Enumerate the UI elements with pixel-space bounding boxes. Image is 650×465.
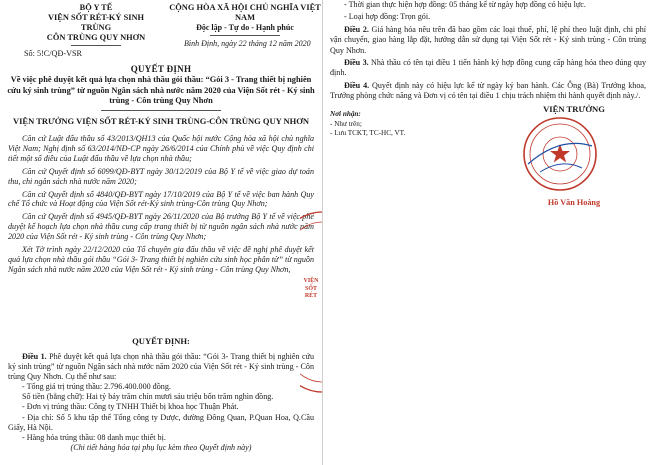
decision-subject: Về việc phê duyệt kết quả lựa chọn nhà thầu gói thầu: “Gói 3 - Trang thiết bị nghiên cứu ký sinh trùng” từ nguồn Ngân sách nhà nước năm 2020 của Viện Sốt rét - Ký sinh trùng - Côn trùng Quy Nhơn: [7, 75, 315, 105]
page-left: [0, 0, 323, 465]
article-1-text: Phê duyệt kết quả lựa chọn nhà thầu gói thầu: “Gói 3- Trang thiết bị nghiên cứu ký sinh trùng” từ nguồn Ngân sách nhà nước năm 2020 của Viện Sốt rét - Ký sinh trùng - Côn trùng Quy Nhơn. Cụ thể như sau:: [8, 352, 315, 382]
signer-name: Hồ Văn Hoàng: [547, 198, 601, 207]
signature-block: [504, 104, 644, 207]
margin-seal-graphic: [300, 208, 322, 396]
article-2-label: Điều 2.: [344, 24, 369, 34]
annex-note: (Chi tiết hàng hóa tại phụ lục kèm theo Quyết định này): [70, 442, 252, 452]
place-date: Bình Định, ngày 22 tháng 12 năm 2020: [184, 39, 311, 48]
basis-paragraph: Căn cứ Luật đấu thầu số 43/2013/QH13 của Quốc hội nước Cộng hòa xã hội chủ nghĩa Việt Nam; Nghị định số 63/2014/NĐ-CP ngày 26/6/2014 của Chính phủ về việc Quy định chi tiết một số điều của Luật đấu thầu về lựa chọn nhà thầu;: [8, 134, 314, 163]
decision-continuation: [330, 0, 646, 104]
article-1-intro: [8, 352, 314, 382]
decides-heading: QUYẾT ĐỊNH:: [132, 336, 190, 346]
article-1-item: - Loại hợp đồng: Trọn gói.: [344, 12, 431, 22]
national-heading: [168, 3, 322, 37]
article-3: [330, 58, 646, 79]
seal-line: SỐT RÉT: [304, 285, 318, 299]
recipients-block: [330, 110, 480, 139]
page-right: [326, 0, 650, 465]
issuing-agency: [36, 3, 156, 47]
article-1-item: - Thời gian thực hiện hợp đồng: 05 tháng kể từ ngày hợp đồng có hiệu lực.: [344, 0, 586, 9]
article-1-item: Số tiền (bằng chữ): Hai tỷ bảy trăm chín mươi sáu triệu bốn trăm nghìn đồng.: [22, 392, 274, 402]
recipient-line: - Như trên;: [330, 119, 362, 128]
basis-paragraph: Căn cứ Quyết định số 4840/QĐ-BYT ngày 17/10/2019 của Bộ Y tế về việc ban hành Quy chế Tổ chức và Hoạt động của Viện Sốt rét-Ký sinh trùng-Côn trùng Quy Nhơn;: [8, 189, 314, 209]
article-4-label: Điều 4.: [344, 80, 370, 90]
decision-title: [6, 64, 316, 112]
article-1-item: - Hàng hóa trúng thầu: 08 danh mục thiết bị.: [22, 432, 166, 442]
margin-seal-text: [300, 278, 322, 301]
national-motto: Độc lập - Tự do - Hạnh phúc: [196, 23, 294, 32]
article-3-text: Nhà thầu có tên tại điều 1 tiến hành ký hợp đồng cung cấp hàng hóa theo đúng quy định.: [330, 58, 646, 78]
article-3-label: Điều 3.: [344, 58, 369, 68]
article-4: [330, 81, 646, 102]
document-number: Số: 5!C/QĐ-VSR: [24, 49, 83, 58]
article-4-text: Quyết định này có hiệu lực kể từ ngày ký ban hành. Các Ông (Bà) Trưởng khoa, Trưởng phòng chức năng và Đơn vị có tên tại điều 1 chịu trách nhiệm thi hành quyết định này./.: [330, 80, 647, 101]
institute-name-line1: VIỆN SỐT RÉT-KÝ SINH TRÙNG: [47, 13, 145, 32]
nation-name: CỘNG HÒA XÃ HỘI CHỦ NGHĨA VIỆT NAM: [169, 3, 321, 22]
article-2: [330, 25, 646, 56]
seal-line: VIỆN: [303, 278, 319, 284]
recipients-label: Nơi nhận:: [330, 110, 361, 118]
motto-underline: [210, 34, 280, 37]
recipient-line: - Lưu TCKT, TC-HC, VT.: [330, 129, 406, 138]
margin-seal-stamp: [300, 208, 322, 396]
document-header: [8, 3, 322, 65]
article-1-item: - Địa chỉ: Số 5 khu tập thể Tổng công ty Dược, đường Đông Quan, P.Quan Hoa, Q.Cầu Giấy, Hà Nội.: [8, 412, 314, 432]
issuing-authority: VIỆN TRƯỞNG VIỆN SỐT RÉT-KÝ SINH TRÙNG-CÔN TRÙNG QUY NHƠN: [12, 116, 310, 126]
article-1-item: - Đơn vị trúng thầu: Công ty TNHH Thiết bị khoa học Thuận Phát.: [22, 402, 239, 412]
basis-paragraph: Căn cứ Quyết định số 4945/QĐ-BYT ngày 26/11/2020 của Bộ trưởng Bộ Y tế về việc phê duyệt kế hoạch lựa chọn nhà thầu cung cấp trang thiết bị từ nguồn ngân sách nhà nước năm 2020 của Viện Sốt rét - Ký sinh trùng - Côn trùng Quy Nhơn;: [8, 212, 314, 242]
signer-title: VIỆN TRƯỞNG: [543, 104, 605, 114]
document-type: QUYẾT ĐỊNH: [130, 64, 192, 74]
article-1-label: Điều 1.: [22, 352, 47, 361]
ministry-name: BỘ Y TẾ: [79, 3, 113, 12]
title-underline: [101, 109, 221, 112]
basis-paragraph: Căn cứ Quyết định số 6099/QĐ-BYT ngày 30/12/2019 của Bộ Y tế về việc giao dự toán thu, chi ngân sách nhà nước năm 2020;: [8, 166, 314, 186]
article-1-item: - Tổng giá trị trúng thầu: 2.796.400.000 đồng.: [22, 382, 171, 392]
basis-paragraph: Xét Tờ trình ngày 22/12/2020 của Tổ chuyên gia đấu thầu về việc đề nghị phê duyệt kết quả lựa chọn nhà thầu gói thầu “Gói 3- Trang thiết bị nghiên cứu sinh học phân tử” từ nguồn Ngân sách nhà nước năm 2020 của Viện Sốt rét - Ký sinh trùng - Côn trùng Quy Nhơn,: [8, 245, 314, 274]
institute-name-line2: CÔN TRÙNG QUY NHƠN: [46, 33, 146, 42]
header-underline: [71, 44, 121, 47]
article-2-text: Giá hàng hóa nêu trên đã bao gồm các loại thuế, phí, lệ phí theo luật định, chi phí vận chuyển, giao hàng lắp đặt, hướng dẫn sử dụng tại Viện Sốt rét - Ký sinh trùng - Côn trùng Quy Nhơn.: [330, 24, 647, 55]
official-seal: [522, 116, 598, 192]
article-1: [8, 352, 314, 453]
legal-basis: [8, 134, 314, 278]
